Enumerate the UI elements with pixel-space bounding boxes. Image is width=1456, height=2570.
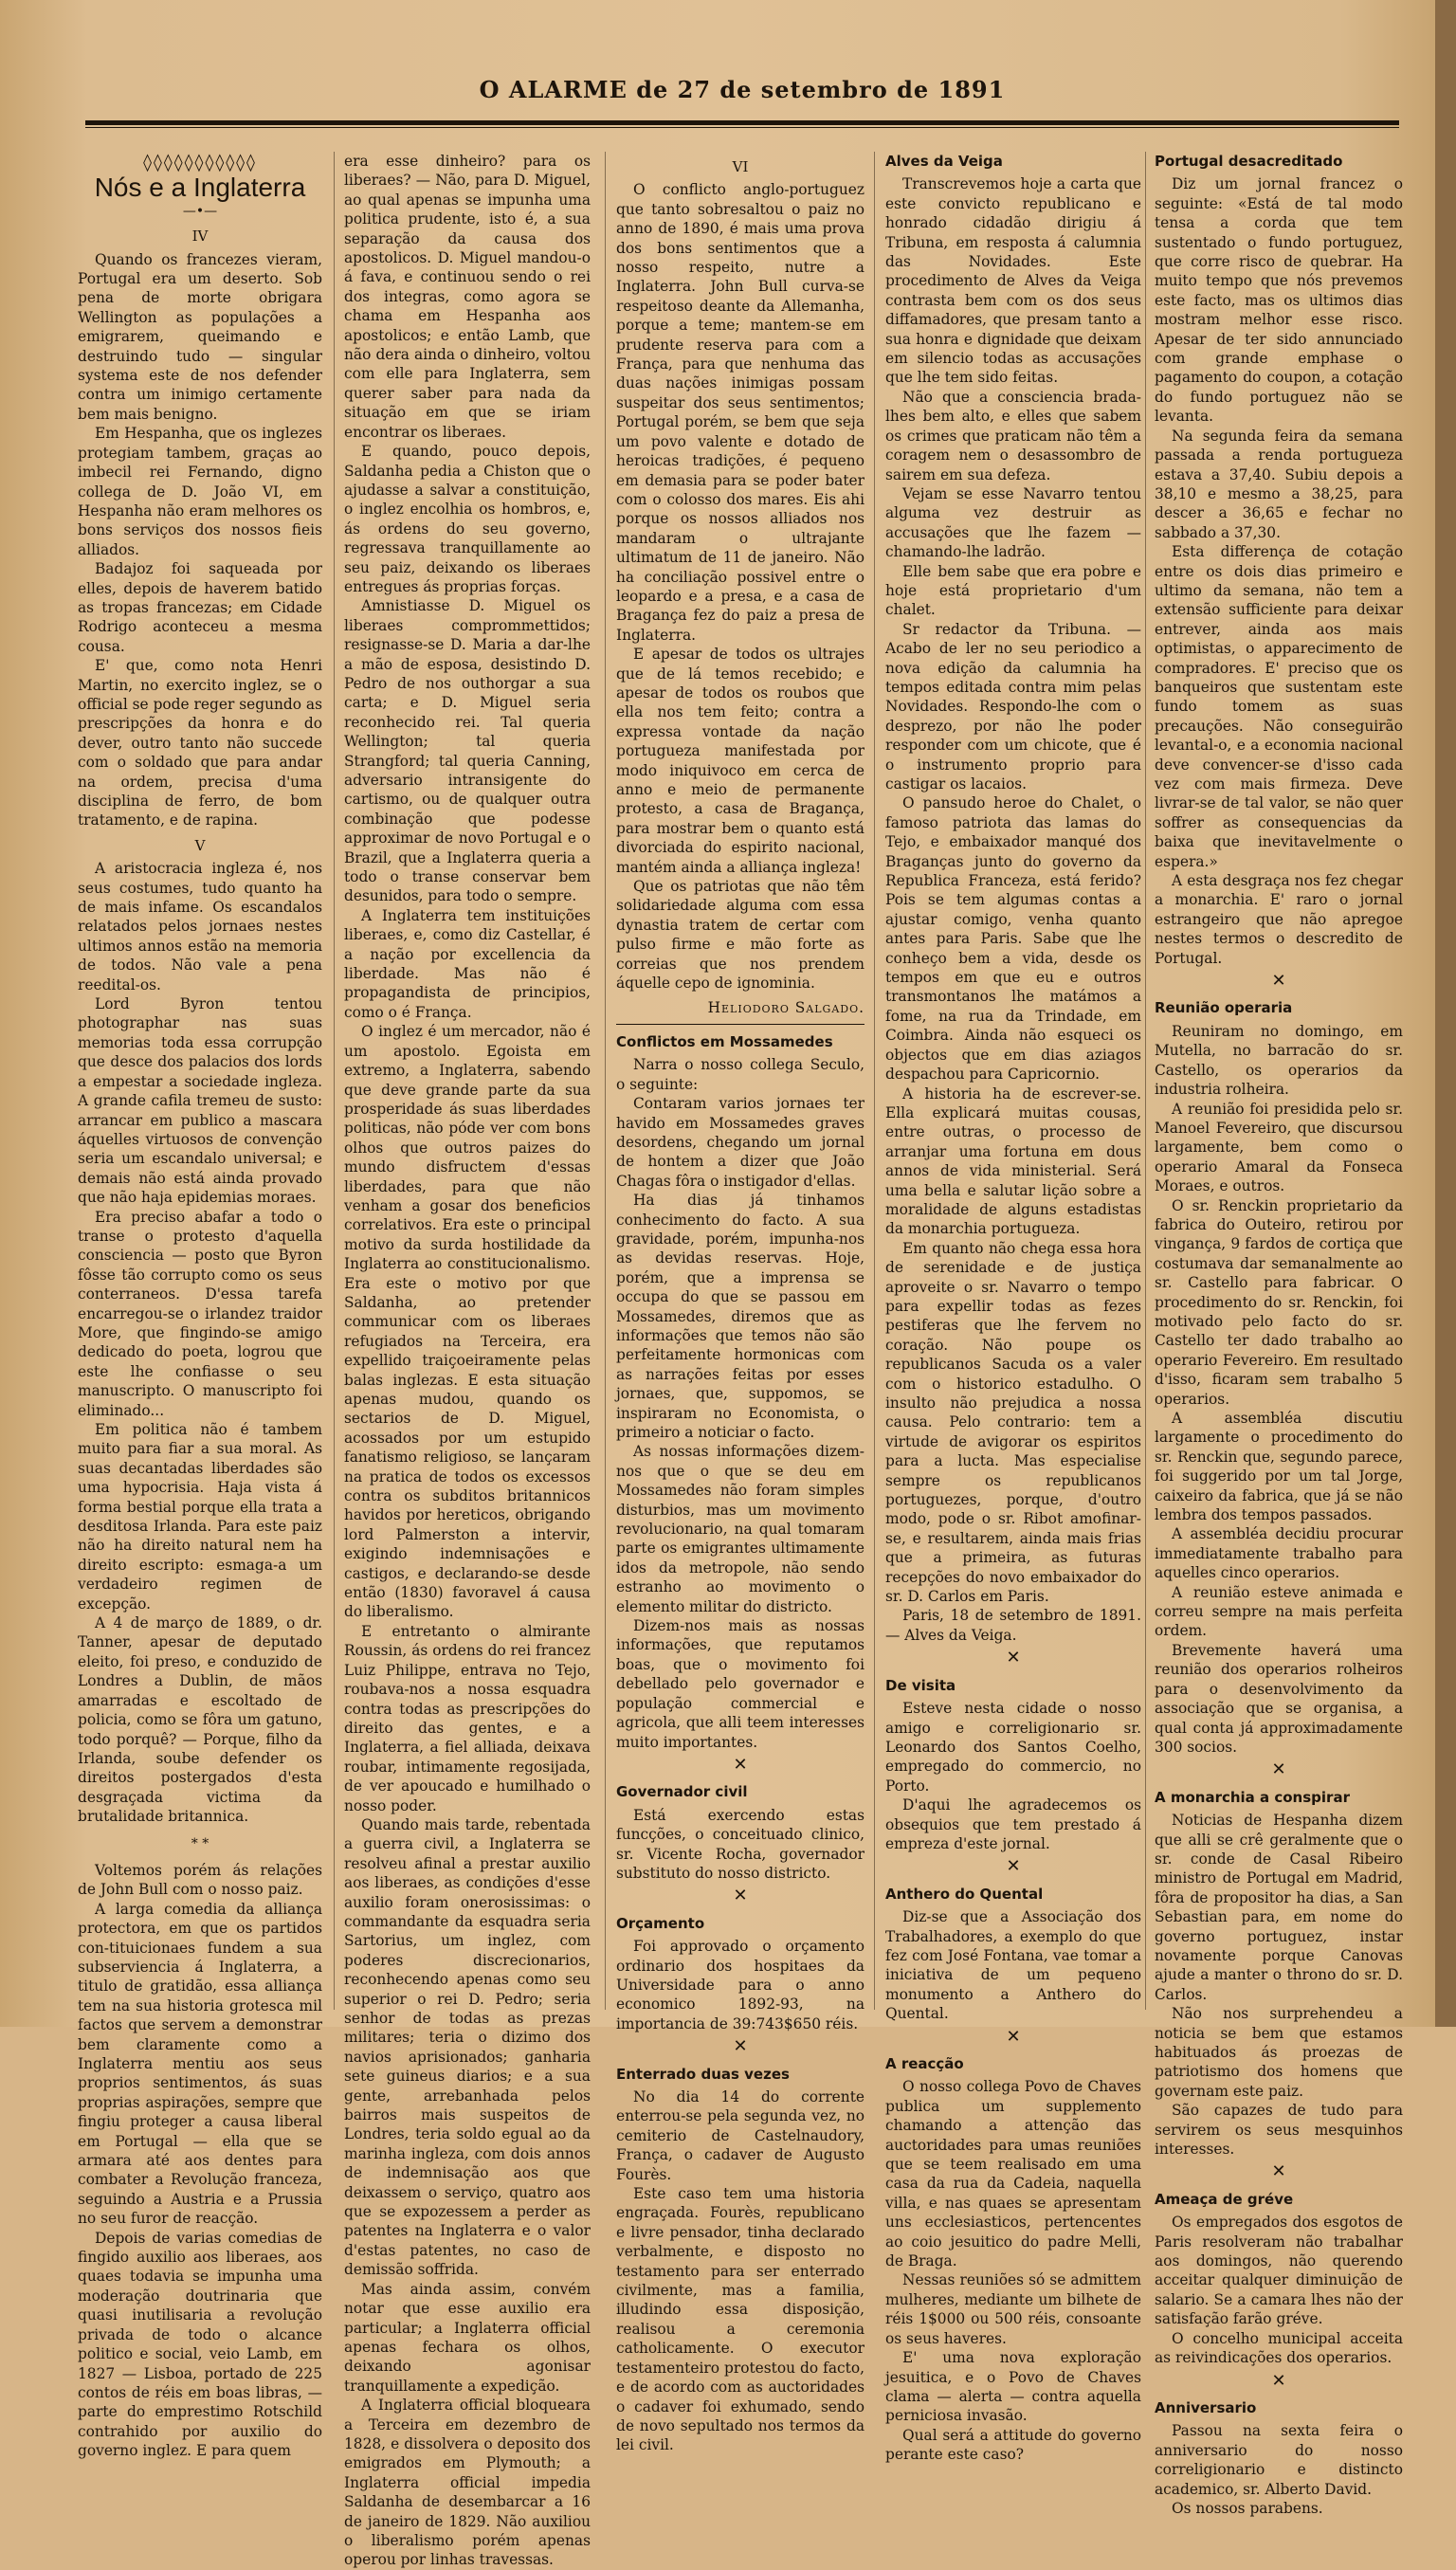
paragraph: E' que, como nota Henri Martin, no exercito inglez, se o official se pode reger segundo as prescripções da honra e do dever, outro tanto não succede com o soldado que para andar na ordem, precisa d'uma disciplina de ferro, de bom tratamento, e de rapina. [78, 657, 322, 829]
paragraph: Diz um jornal francez o seguinte: «Está de tal modo tensa a corda que tem sustentado o fundo portuguez, que corre risco de quebrar. Ha muito tempo que nós prevemos este facto, mas os ultimos dias mostram melhor esse risco. Apesar de ter sido annunciado com grande emphase o pagamento do coupon, a cotação do fundo portuguez não se levanta. [1155, 175, 1403, 426]
column-divider [1145, 152, 1146, 2010]
headline: Governador civil [616, 1783, 748, 1801]
paragraph: E apesar de todos os ultrajes que de lá temos recebido; e apesar de todos os roubos que ella nos tem feito; contra a expressa vontade da nação portugueza manifestada por modo iniquivoco em cerca de anno e meio de permanente protesto, a casa de Bragança, para mostrar bem o quanto está divorciada do espirito nacional, mantém ainda a alliança ingleza! [616, 646, 864, 876]
divider-cross-icon: ✕ [733, 1754, 748, 1775]
paragraph: As nossas informações dizem-nos que o que se deu em Mossamedes não foram simples disturbios, mas um movimento revolucionario, na qual tomaram parte os emigrantes ultimamente idos da metropole, não sendo estranho ao movimento o elemento militar do districto. [616, 1443, 864, 1615]
paragraph: Nessas reuniões só se admittem mulheres, mediante um bilhete de réis 1$000 ou 500 réis, consoante os seus haveres. [885, 2271, 1141, 2347]
headline: Anniversario [1155, 2398, 1257, 2416]
paragraph: A aristocracia ingleza é, nos seus costumes, tudo quanto ha de mais infame. Os escandalos relatados pelos jornaes nestes ultimos annos estão na memoria de todos. Não vale a pena reedital-os. [78, 860, 322, 993]
section-number: V [194, 836, 206, 854]
divider-cross-icon: ✕ [1006, 2026, 1021, 2047]
paragraph: O concelho municipal acceita as reivindicações dos operarios. [1155, 2329, 1403, 2367]
paragraph: O pansudo heroe do Chalet, o famoso patriota das lamas do Tejo, e embaixador manqué dos Braganças junto do governo da Republica Franceza, está ferido? Pois se tem algumas contas a ajustar comigo, venha quanto antes para Paris. Sabe que lhe conheço bem a vida, desde os tempos em que eu e outros transmontanos lhe matámos a fome, na rua da Trindade, em Coimbra. Ainda não esqueci os objectos que em dias aziagos despachou para Capricornio. [885, 794, 1141, 1084]
paragraph: A larga comedia da alliança protectora, em que os partidos con-tituicionaes fundem a sua subserviencia á Inglaterra, a titulo de gratidão, essa alliança tem na sua historia grotesca mil factos que servem a demonstrar bem claramente como a Inglaterra mentiu aos seus proprios sentimentos, ás suas proprias aspirações, sempre que fingiu proteger a causa liberal em Portugal — ella que se armara até aos dentes para combater a Revolução franceza, seguindo a Austria e a Prussia no seu furor de reacção. [78, 1900, 322, 2228]
headline: De visita [885, 1676, 956, 1694]
paragraph: A assembléa discutiu largamente o procedimento do sr. Renckin que, segundo parece, foi suggerido por um tal Jorge, caixeiro da fabrica, que já se não lembra dos tempos passados. [1155, 1410, 1403, 1524]
paragraph: Reuniram no domingo, em Mutella, no barracão do sr. Castello, os operarios da industria rolheira. [1155, 1022, 1403, 1099]
paragraph: Os empregados dos esgotos de Paris resolveram não trabalhar aos domingos, não querendo acceitar qualquer diminuição de salario. Se a camara lhes não der satisfação farão gréve. [1155, 2214, 1403, 2328]
asterism: * * [191, 1835, 209, 1851]
divider-cross-icon: ✕ [1006, 1648, 1021, 1668]
paragraph: Quando mais tarde, rebentada a guerra civil, a Inglaterra se resolveu afinal a prestar auxilio aos liberaes, as condições d'esse auxilio foram onerosissimas: o commandante da esquadra seria Sartorius, um inglez, com poderes discrecionarios, reconhecendo apenas como seu superior o rei D. Pedro; seria senhor de todas as prezas militares; teria o dizimo dos navios aprisionados; ganharia sete guineus diarios; e a sua gente, arrebanhada pelos bairros mais suspeitos de Londres, teria soldo egual ao da marinha ingleza, com dois annos de indemnisação aos que deixassem o serviço, quatro aos que se expozessem a perder as patentes na Inglaterra e o valor d'estas patentes, no caso de demissão soffrida. [344, 1815, 591, 2279]
paragraph: Contaram varios jornaes ter havido em Mossamedes graves desordens, chegando um jornal de hontem a dizer que João Chagas fôra o instigador d'ellas. [616, 1095, 864, 1190]
column-divider [874, 152, 875, 2010]
section-number: VI [732, 158, 749, 175]
paragraph: era esse dinheiro? para os liberaes? — Não, para D. Miguel, ao qual apenas se impunha uma politica prudente, isto é, a sua separação da causa dos apostolicos. D. Miguel mandou-o á fava, e continuou sendo o rei dos integras, como agora se chama em Hespanha aos apostolicos; e então Lamb, que não dera ainda o dinheiro, voltou com elle para Inglaterra, sem querer saber para nada da situação em que se iriam encontrar os liberaes. [344, 153, 591, 441]
paragraph: Não nos surprehendeu a noticia se bem que estamos habituados ás proezas de patriotismo dos homens que governam este paiz. [1155, 2005, 1403, 2100]
headline: Alves da Veiga [885, 153, 1003, 170]
paragraph: Amnistiasse D. Miguel os liberaes comprommettidos; resignasse-se D. Maria a dar-lhe a mão de esposa, desistindo D. Pedro de nos outhorgar a sua carta; e D. Miguel seria reconhecido rei. Tal queria Wellington; tal queria Strangford; tal queria Canning, adversario intransigente do cartismo, ou de qualquer outra combinação que podesse approximar de novo Portugal e o Brazil, que a Inglaterra queria a todo o transe conservar bem desunidos, para todo o sempre. [344, 597, 591, 905]
paragraph: A reunião foi presidida pelo sr. Manoel Fevereiro, que discursou largamente, bem como o operario Amaral da Fonseca Moraes, e outros. [1155, 1100, 1403, 1195]
masthead [85, 76, 1399, 108]
divider-cross-icon: ✕ [733, 2036, 748, 2057]
paragraph: D'aqui lhe agradecemos os obsequios que tem prestado á empreza d'este jornal. [885, 1796, 1141, 1852]
paragraph: O conflicto anglo-portuguez que tanto sobresaltou o paiz no anno de 1890, é mais uma prova dos bons sentimentos que a nosso respeito, nutre a Inglaterra. John Bull curva-se respeitoso deante da Allemanha, porque a teme; mantem-se em prudente reserva para com a França, para que nenhuma das duas nações inimigas possam suspeitar dos seus sentimentos; Portugal porém, se bem que seja um povo valente e dotado de heroicas tradições, é pequeno em demasia para se poder bater com o colosso dos mares. Eis ahi porque os nossos alliados nos mandaram o ultrajante ultimatum de 11 de janeiro. Não ha conciliação possivel entre o leopardo e a presa, e a casa de Bragança fez do paiz a presa de Inglaterra. [616, 181, 864, 644]
divider-cross-icon: ✕ [1006, 1856, 1021, 1877]
section-rule [616, 1024, 864, 1025]
divider-cross-icon: ✕ [1271, 2370, 1286, 2391]
column-divider [334, 152, 335, 2010]
paragraph: A 4 de março de 1889, o dr. Tanner, apesar de deputado eleito, foi preso, e conduzido de Londres a Dublin, de mãos amarradas e escoltado de policia, como se fôra um gatuno, todo porquê? — Porque, filho da Irlanda, soube defender os direitos postergados d'esta desgraçada victima da brutalidade britannica. [78, 1614, 322, 1826]
paragraph: Voltemos porém ás relações de John Bull com o nosso paiz. [78, 1861, 322, 1899]
paragraph: Quando os francezes vieram, Portugal era um deserto. Sob pena de morte obrigara Wellington as populações a emigrarem, queimando e destruindo tudo — singular systema este de nos defender contra um inimigo certamente bem mais benigno. [78, 250, 322, 423]
paragraph: São capazes de tudo para servirem os seus mesquinhos interesses. [1155, 2102, 1403, 2159]
paragraph: Em Hespanha, que os inglezes protegiam tambem, graças ao imbecil rei Fernando, digno collega de D. João VI, em Hespanha não eram melhores os bons serviços dos nossos fieis alliados. [78, 425, 322, 558]
paragraph: Diz-se que a Associação dos Trabalhadores, a exemplo do que fez com José Fontana, vae tomar a iniciativa de um pequeno monumento a Anthero do Quental. [885, 1908, 1141, 2023]
headline: Anthero do Quental [885, 1885, 1044, 1903]
headline: Orçamento [616, 1914, 705, 1932]
paragraph: O nosso collega Povo de Chaves publica um supplemento chamando a attenção das auctoridades para umas reuniões que se teem realisado em uma casa da rua da Cadeia, naquella villa, e nas quaes se apresentam uns ecclesiasticos, pertencentes ao coio jesuitico do padre Melli, de Braga. [885, 2078, 1141, 2270]
divider-cross-icon: ✕ [1271, 971, 1286, 992]
paragraph: Mas ainda assim, convém notar que esse auxilio era particular; a Inglaterra official apenas fechara os olhos, deixando agonisar tranquillamente a expedição. [344, 2280, 591, 2395]
paragraph: O inglez é um mercador, não é um apostolo. Egoista em extremo, a Inglaterra, sabendo que deve grande parte da sua prosperidade ás suas liberdades politicas, não póde ver com bons olhos que outros paizes do mundo disfructem d'essas liberdades, para que não venham a gosar dos beneficios correlativos. Era este o principal motivo da surda hostilidade da Inglaterra ao constitucionalismo. Era este o motivo por que Saldanha, ao pretender communicar com os liberaes refugiados na Terceira, era expellido traiçoeiramente pelas balas inglezas. E esta situação apenas mudou, quando os sectarios de D. Miguel, acossados por um estupido fanatismo religioso, se lançaram na pratica de todos os excessos contra os subditos britannicos havidos por hereticos, obrigando lord Palmerston a intervir, exigindo indemnisações e castigos, e declarando-se desde então (1830) favoravel á causa do liberalismo. [344, 1023, 591, 1621]
paragraph: A Inglaterra tem instituições liberaes, e, como diz Castellar, é a nação por excellencia da liberdade. Mas não é propagandista de principios, como o é França. [344, 906, 591, 1021]
divider-cross-icon: ✕ [1271, 1759, 1286, 1780]
headline: Conflictos em Mossamedes [616, 1032, 833, 1050]
headline: A reacção [885, 2055, 964, 2072]
paragraph: A historia ha de escrever-se. Ella explicará muitas cousas, entre outras, o processo de arranjar uma fortuna em dous annos de vida ministerial. Será uma bella e salutar lição sobre a moralidade de alguns estadistas da monarchia portugueza. [885, 1085, 1141, 1238]
paragraph: Vejam se esse Navarro tentou alguma vez destruir as accusações que lhe fazem — chamando-lhe ladrão. [885, 484, 1141, 561]
page-edge [1435, 0, 1456, 2027]
paragraph: Transcrevemos hoje a carta que este convicto republicano e honrado cidadão dirigiu á Tribuna, em resposta á calumnia das Novidades. Este procedimento de Alves da Veiga contrasta bem com os dos seus diffamadores, que presam tanto a sua honra e dignidade que deixam em silencio todas as accusações que lhe tem sido feitas. [885, 175, 1141, 387]
paragraph: Paris, 18 de setembro de 1891. — Alves da Veiga. [885, 1607, 1141, 1644]
paragraph: Brevemente haverá uma reunião dos operarios rolheiros para o desenvolvimento da associação que se organisa, a qual conta já approximadamente 300 socios. [1155, 1641, 1403, 1756]
paragraph: Que os patriotas que não têm solidariedade alguma com essa dynastia tratem de certar com pulso firme e mão forte as correias que nos prendem áquelle cepo de ignominia. [616, 878, 864, 993]
column-divider [605, 152, 606, 2010]
column-4 [885, 152, 1141, 2464]
paragraph: E entretanto o almirante Roussin, ás ordens do rei francez Luiz Philippe, entrava no Tejo, roubava-nos a nossa esquadra contra todas as prescripções do direito das gentes, e a Inglaterra, a fiel alliada, deixava roubar, intimamente regosijada, de ver apoucado e humilhado o nosso poder. [344, 1622, 591, 1814]
separator: —•— [182, 203, 218, 219]
paragraph: A assembléa decidiu procurar immediatamente trabalho para aquelles cinco operarios. [1155, 1525, 1403, 1582]
article-title: Nós e a Inglaterra [94, 173, 306, 203]
paragraph: Os nossos parabens. [1172, 2499, 1323, 2517]
column-5 [1155, 152, 1403, 2517]
paragraph: Em politica não é tambem muito para fiar a sua moral. As suas decantadas liberdades são uma hypocrisia. Haja vista á forma bestial porque ella trata a desditosa Irlanda. Para este paiz não ha direito natural nem ha direito escripto: esmaga-a um verdadeiro regimen de excepção. [78, 1421, 322, 1613]
paragraph: Narra o nosso collega Seculo, o seguinte: [616, 1056, 864, 1093]
headline: A monarchia a conspirar [1155, 1788, 1350, 1806]
paragraph: E' uma nova exploração jesuitica, e o Povo de Chaves clama — alerta — contra aquella perniciosa invasão. [885, 2349, 1141, 2425]
paragraph: Sr redactor da Tribuna. — Acabo de ler no seu periodico a nova edição da calumnia ha tempos editada contra mim pelas Novidades. Respondo-lhe com o desprezo, por não lhe poder responder com um chicote, que é o instrumento proprio para castigar os lacaios. [885, 620, 1141, 793]
paragraph: Era preciso abafar a todo o transe o protesto d'aquella consciencia — posto que Byron fôsse tão corrupto como os seus conterraneos. D'essa tarefa encarregou-se o irlandez traidor More, que fingindo-se amigo dedicado do poeta, logrou que este lhe confiasse o seu manuscripto. O manuscripto foi eliminado... [78, 1208, 322, 1419]
paragraph: Ha dias já tinhamos conhecimento do facto. A sua gravidade, porém, impunha-nos as devidas reservas. Hoje, porém, que a imprensa se occupa do que se passou em Mossamedes, diremos que as informações que temos não são perfeitamente hormonicas com as narrações feitas por esses jornaes, que, suppomos, se inspiraram no Economista, o primeiro a noticiar o facto. [616, 1192, 864, 1441]
paragraph: Noticias de Hespanha dizem que alli se crê geralmente que o sr. conde de Casal Ribeiro ministro de Portugal em Madrid, fôra de propositor ha dias, a San Sebastian para, em nome do governo portuguez, instar novamente porque Canovas ajude a manter o throno do sr. D. Carlos. [1155, 1812, 1403, 2003]
paragraph: A Inglaterra official bloqueara a Terceira em dezembro de 1828, e dissolvera o deposito dos emigrados em Plymouth; a Inglaterra official impedia Saldanha de desembarcar a 16 de janeiro de 1829. Não auxiliou o liberalismo porém apenas operou por linhas travessas. [344, 2397, 591, 2569]
paragraph: Elle bem sabe que era pobre e hoje está proprietario d'um chalet. [885, 562, 1141, 619]
paragraph: Dizem-nos mais as nossas informações, que reputamos boas, que o movimento foi debellado pelo governador e população commercial e agricola, que alli teem interesses muito importantes. [616, 1617, 864, 1751]
paragraph: O sr. Renckin proprietario da fabrica do Outeiro, retirou por vingança, 9 fardos de cortiça que costumava dar semanalmente ao sr. Castello para fabricar. O procedimento do sr. Renckin, foi motivado pelo facto do sr. Castello ter dado trabalho ao operario Fevereiro. Em resultado d'isso, ficaram sem trabalho 5 operarios. [1155, 1196, 1403, 1408]
divider-cross-icon: ✕ [1271, 2161, 1286, 2182]
header-rule [85, 120, 1399, 125]
paragraph: Depois de varias comedias de fingido auxilio aos liberaes, aos quaes todavia se impunha uma moderação doutrinaria que quasi inutilisaria a revolução privada de todo o alcance politico e social, veio Lamb, em 1827 — Lisboa, portado de 225 contos de réis em boas libras, — parte do emprestimo Rotschild contrahido por auxilio do governo inglez. E para quem [78, 2229, 322, 2460]
paragraph: A esta desgraça nos fez chegar a monarchia. E' raro o jornal estrangeiro que não apregoe nestes termos o descredito de Portugal. [1155, 872, 1403, 967]
paragraph: Em quanto não chega essa hora de serenidade e de justiça aproveite o sr. Navarro o tempo para expellir todas as fezes pestiferas que lhe fervem no coração. Não poupe os republicanos Sacuda os a valer com o historico estadulho. O insulto não prejudica a nossa causa. Pelo contrario: tem a virtude de avigorar os espiritos para a lucta. Mas especialise sempre os republicanos portuguezes, porque, d'outro modo, pode o sr. Ribot amofinar-se, e resultarem, ainda mais frias que a primeira, as futuras recepções do novo embaixador do sr. D. Carlos em Paris. [885, 1239, 1141, 1606]
paragraph: Badajoz foi saqueada por elles, depois de haverem batido as tropas francezas; em Cidade Rodrigo aconteceu a mesma cousa. [78, 560, 322, 655]
column-3 [616, 152, 864, 2454]
signature: Heliodoro Salgado. [707, 999, 864, 1017]
headline: Reunião operaria [1155, 999, 1293, 1017]
divider-cross-icon: ✕ [733, 1886, 748, 1906]
paragraph: E quando, pouco depois, Saldanha pedia a Chiston que o ajudasse a salvar a constituição, o inglez encolhia os hombros, e, ás ordens do seu governo, regressava tranquillamente ao seu paiz, deixando os liberaes entregues ás proprias forças. [344, 443, 591, 595]
paragraph: No dia 14 do corrente enterrou-se pela segunda vez, no cemiterio de Castelnaudory, França, o cadaver de Augusto Fourès. [616, 2088, 864, 2183]
paragraph: Não que a consciencia brada-lhes bem alto, e elles que sabem os crimes que praticam não têm a coragem nem o desassombro de sairem em sua defeza. [885, 388, 1141, 483]
masthead-title: O ALARME de 27 de setembro de 1891 [479, 76, 1006, 103]
paragraph: Está exercendo estas funcções, o conceituado clinico, sr. Vicente Rocha, governador substituto do nosso districto. [616, 1806, 864, 1882]
paragraph: Qual será a attitude do governo perante este caso? [885, 2426, 1141, 2464]
headline: Enterrado duas vezes [616, 2065, 790, 2083]
paragraph: A reunião esteve animada e correu sempre na mais perfeita ordem. [1155, 1583, 1403, 1640]
column-2 [344, 152, 591, 2569]
paragraph: Foi approvado o orçamento ordinario dos hospitaes da Universidade para o anno economico 1892-93, na importancia de 39:743$650 réis. [616, 1938, 864, 2032]
section-number: IV [191, 228, 209, 246]
paragraph: Passou na sexta feira o anniversario do nosso correligionario e distincto academico, sr. Alberto David. [1155, 2422, 1403, 2498]
paragraph: Na segunda feira da semana passada a renda portugueza estava a 37,40. Subiu depois a 38,10 e mesmo a 38,25, para descer a 36,65 e fechar no sabbado a 37,30. [1155, 427, 1403, 541]
column-1 [78, 152, 322, 2460]
headline: Portugal desacreditado [1155, 153, 1343, 170]
paragraph: Esta differença de cotação entre os dois dias primeiro e ultimo da semana, não tem a extensão sufficiente para deixar entrever, ainda aos mais optimistas, o apparecimento de compradores. E' preciso que os banqueiros que sustentam este fundo tomem as suas precauções. Não conseguirão levantal-o, e a economia nacional deve convencer-se d'isso cada vez com mais firmeza. Deve livrar-se de tal valor, se não quer soffrer as consequencias da baixa que inevitavelmente o espera.» [1155, 543, 1403, 870]
ornament: ◊◊◊◊◊◊◊◊◊◊◊ [143, 153, 257, 173]
header-rule-thin [85, 127, 1399, 128]
paragraph: Lord Byron tentou photographar nas suas memorias toda essa corrupção que desce dos palacios dos lords a empestar a sociedade ingleza. A grande cafila tremeu de susto: arrancar em publico a mascara áquelles virtuosos de convenção seria um escandalo universal; e demais não está ainda provado que não haja epidemias moraes. [78, 995, 322, 1207]
paragraph: Este caso tem uma historia engraçada. Fourès, republicano e livre pensador, tinha declarado verbalmente, e disposto no testamento para ser enterrado civilmente, mas a familia, illudindo essa disposição, realisou a ceremonia catholicamente. O executor testamenteiro protestou do facto, e de acordo com as auctoridades o cadaver foi exhumado, sendo de novo sepultado nos termos da lei civil. [616, 2185, 864, 2454]
headline: Ameaça de gréve [1155, 2190, 1294, 2208]
paragraph: Esteve nesta cidade o nosso amigo e correligionario sr. Leonardo dos Santos Coelho, empregado do commercio, no Porto. [885, 1700, 1141, 1795]
